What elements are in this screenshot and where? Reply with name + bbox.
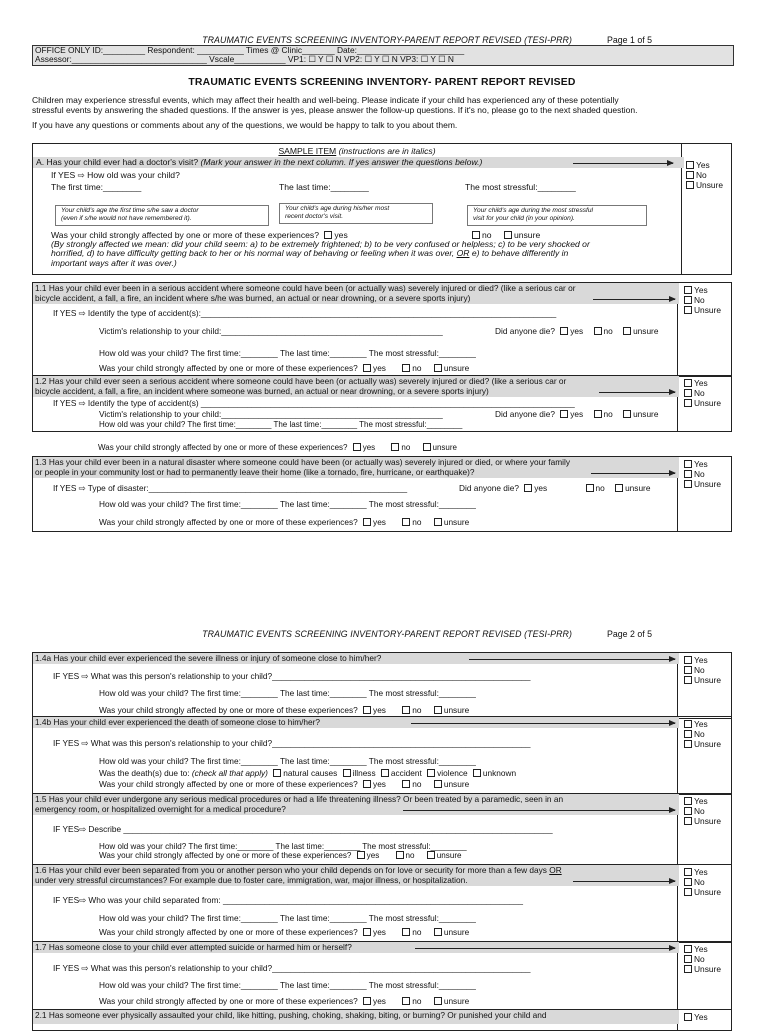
- checkbox[interactable]: [684, 470, 692, 478]
- checkbox[interactable]: [684, 286, 692, 294]
- question-1-7: [32, 941, 732, 1010]
- affected-line: Was your child strongly affected by one or more of these experiences? yes no unsure: [99, 927, 470, 937]
- age-box-most: Your child's age during the most stressful visit for your child (in your opinion).: [467, 205, 647, 226]
- arrow-icon: [591, 473, 675, 474]
- question-1-4a: [32, 652, 732, 719]
- checkbox[interactable]: [684, 306, 692, 314]
- answer-column: Yes No Unsure: [681, 719, 721, 749]
- sample-age-row: The first time:________ The last time:________ The most stressful:________: [51, 182, 576, 192]
- arrow-icon: [415, 948, 675, 949]
- checkbox[interactable]: [686, 171, 694, 179]
- question-1-2: [32, 375, 732, 432]
- question-text: bicycle accident, a fall, a fire, an incident where s/he was burned, an actual or near drowning, or a severe sports injury): [33, 293, 679, 304]
- checkbox[interactable]: [472, 231, 480, 239]
- checkbox[interactable]: [684, 480, 692, 488]
- affected-line: Was your child strongly affected by one or more of these experiences? yes no unsure: [99, 517, 470, 527]
- checkbox[interactable]: [684, 868, 692, 876]
- checkbox[interactable]: [381, 769, 389, 777]
- arrow-icon: [573, 163, 673, 164]
- checkbox[interactable]: [273, 769, 281, 777]
- checkbox[interactable]: [594, 410, 602, 418]
- age-box-first: Your child's age the first time s/he saw a doctor (even if s/he would not have remembered it).: [55, 205, 269, 226]
- checkbox[interactable]: [434, 780, 442, 788]
- checkbox[interactable]: [363, 997, 371, 1005]
- question-1-5: [32, 793, 732, 865]
- affected-line: Was your child strongly affected by one or more of these experiences? yes no unsure: [99, 779, 470, 789]
- checkbox[interactable]: [684, 797, 692, 805]
- checkbox[interactable]: [684, 878, 692, 886]
- answer-column: Yes No Unsure: [681, 459, 721, 489]
- checkbox[interactable]: [623, 410, 631, 418]
- checkbox[interactable]: [684, 730, 692, 738]
- checkbox[interactable]: [402, 780, 410, 788]
- death-cause-line: Was the death(s) due to: (check all that apply) natural causes illness accident violence unknown: [99, 768, 517, 778]
- page2-header: [32, 629, 732, 639]
- age-affected-lines: How old was your child? The first time:________ The last time:________ The most stressful:________ Was your child strongly affected by one or more of these experiences? yes no unsure: [99, 842, 467, 860]
- answer-column: Yes No Unsure: [681, 378, 721, 408]
- question-text: bicycle accident, a fall, a fire, an incident where someone was burned, an actual or near drowning, or a severe sports injury): [33, 386, 679, 397]
- page-number: Page 1 of 5: [607, 35, 652, 45]
- checkbox[interactable]: [423, 443, 431, 451]
- intro-line-3: If you have any questions or comments about any of the questions, we would be happy to talk to you about them.: [32, 119, 458, 130]
- arrow-icon: [593, 299, 675, 300]
- question-text: under very stressful circumstances? For example due to foster care, immigration, war, major illness, or hospitalization.: [33, 875, 679, 886]
- office-only-box: [32, 45, 734, 66]
- checkbox[interactable]: [686, 161, 694, 169]
- checkbox[interactable]: [363, 364, 371, 372]
- page-header-text: TRAUMATIC EVENTS SCREENING INVENTORY-PARENT REPORT REVISED (TESI-PRR): [202, 629, 572, 639]
- arrow-icon: [599, 392, 675, 393]
- question-text: 1.2 Has your child ever seen a serious accident where someone could have been (or actually was) severely injured or died? (like a serious car or: [33, 376, 679, 386]
- question-text: 1.4a Has your child ever experienced the severe illness or injury of someone close to him/her?: [33, 653, 679, 664]
- answer-column: Yes No Unsure: [681, 655, 721, 685]
- checkbox[interactable]: [684, 389, 692, 397]
- page-header-text: TRAUMATIC EVENTS SCREENING INVENTORY-PARENT REPORT REVISED (TESI-PRR): [202, 35, 572, 45]
- sample-item-box: [32, 143, 732, 275]
- checkbox[interactable]: [684, 1013, 692, 1021]
- checkbox[interactable]: [684, 740, 692, 748]
- age-affected-lines: How old was your child? The first time:________ The last time:________ The most stressful:________: [99, 420, 463, 429]
- ifyes-line: IF YES ⇨ What was this person's relationship to your child?________________________________________________________: [53, 963, 531, 973]
- sample-heading: SAMPLE ITEM (instructions are in italics): [278, 146, 436, 156]
- question-text: 1.1 Has your child ever been in a serious accident where someone could have been (or actually was) severely injured or died? (like a serious car or: [33, 283, 679, 293]
- checkbox[interactable]: [402, 997, 410, 1005]
- age-line: How old was your child? The first time:________ The last time:________ The most stressful:________: [99, 756, 476, 766]
- checkbox[interactable]: [684, 460, 692, 468]
- checkbox[interactable]: [684, 666, 692, 674]
- ifyes-line: IF YES ⇨ What was this person's relationship to your child?________________________________________________________: [53, 738, 531, 748]
- checkbox[interactable]: [684, 807, 692, 815]
- question-1-3: [32, 456, 732, 532]
- checkbox[interactable]: [524, 484, 532, 492]
- checkbox[interactable]: [684, 888, 692, 896]
- answer-column: Yes: [681, 1012, 708, 1022]
- checkbox[interactable]: [363, 706, 371, 714]
- affected-line: Was your child strongly affected by one or more of these experiences? yes no unsure: [99, 705, 470, 715]
- question-text: 2.1 Has someone ever physically assaulted your child, like hitting, pushing, choking, shaking, biting, or burning? Or punished your child and: [33, 1010, 679, 1024]
- checkbox[interactable]: [363, 518, 371, 526]
- checkbox[interactable]: [324, 231, 332, 239]
- sample-note: (By strongly affected we mean: did your child seem: a) to be extremely frightened; b) to be very confused or helpless; c) to be very shocked or horrified, d) to have difficulty getting back to her or his normal way of behaving or feeling when it was over, OR e) to behave differently in important ways after it was over.): [51, 239, 590, 268]
- checkbox[interactable]: [402, 706, 410, 714]
- question-text: 1.7 Has someone close to your child ever attempted suicide or harmed him or herself?: [33, 942, 679, 953]
- age-line: How old was your child? The first time:________ The last time:________ The most stressful:________: [99, 348, 476, 358]
- answer-column: Yes No Unsure: [681, 285, 721, 315]
- sample-ifyes: If YES ⇨ How old was your child?: [51, 170, 180, 180]
- intro-line-1: Children may experience stressful events, which may affect their health and well-being. Please indicate if your child has experienced any of these potentially: [32, 95, 619, 105]
- checkbox[interactable]: [427, 769, 435, 777]
- checkbox[interactable]: [396, 851, 404, 859]
- checkbox[interactable]: [434, 997, 442, 1005]
- ifyes-line: IF YES⇨ Describe _____________________________________________________________________________________________: [53, 824, 553, 834]
- checkbox[interactable]: [684, 379, 692, 387]
- checkbox[interactable]: [623, 327, 631, 335]
- sample-answer-column: Yes No Unsure: [683, 160, 723, 190]
- checkbox[interactable]: [686, 181, 694, 189]
- checkbox[interactable]: [684, 945, 692, 953]
- affected-line: Was your child strongly affected by one or more of these experiences? yes no unsure: [98, 443, 457, 452]
- question-1-1: [32, 282, 732, 377]
- checkbox[interactable]: [684, 656, 692, 664]
- intro-text: [32, 95, 732, 130]
- ifyes-line: IF YES ⇨ What was this person's relationship to your child?________________________________________________________: [53, 671, 531, 681]
- age-line: How old was your child? The first time:________ The last time:________ The most stressful:________: [99, 980, 476, 990]
- checkbox[interactable]: [434, 364, 442, 372]
- checkbox[interactable]: [363, 780, 371, 788]
- page-number: Page 2 of 5: [607, 629, 652, 639]
- checkbox[interactable]: [684, 817, 692, 825]
- question-1-6: [32, 864, 732, 943]
- checkbox[interactable]: [357, 851, 365, 859]
- age-line: How old was your child? The first time:________ The last time:________ The most stressful:________: [99, 913, 476, 923]
- affected-line: Was your child strongly affected by one or more of these experiences? yes no unsure: [99, 996, 470, 1006]
- checkbox[interactable]: [427, 851, 435, 859]
- ifyes-line: If YES ⇨ Type of disaster:________________________________________________________ Did anyone die? yes no unsure: [53, 483, 651, 493]
- checkbox[interactable]: [402, 364, 410, 372]
- question-text: 1.4b Has your child ever experienced the death of someone close to him/her?: [33, 717, 679, 728]
- checkbox[interactable]: [434, 706, 442, 714]
- checkbox[interactable]: [684, 296, 692, 304]
- office-line-1: OFFICE ONLY ID:_________ Respondent: __________ Times @ Clinic_______ Date:_______________________: [35, 45, 465, 55]
- arrow-icon: [469, 659, 675, 660]
- answer-column: Yes No Unsure: [681, 944, 721, 974]
- intro-line-2: stressful events by answering the shaded questions. If the answer is yes, please answer the follow-up questions. If it's no, please go to the next shaded question.: [32, 105, 638, 116]
- question-text: 1.6 Has your child ever been separated from you or another person who your child depends on for love or security for more than a few days OR: [33, 865, 679, 875]
- checkbox[interactable]: [434, 518, 442, 526]
- ifyes-line: If YES ⇨ Identify the type of accident(s):_____________________________________________________________________________: [53, 308, 557, 318]
- sample-item-content: [33, 144, 682, 274]
- page1-header: [32, 35, 732, 45]
- checkbox[interactable]: [353, 443, 361, 451]
- checkbox[interactable]: [363, 928, 371, 936]
- sample-affected: Was your child strongly affected by one or more of these experiences? yes no unsure: [51, 230, 541, 240]
- checkbox[interactable]: [434, 928, 442, 936]
- page-title: TRAUMATIC EVENTS SCREENING INVENTORY- PARENT REPORT REVISED: [188, 77, 576, 88]
- checkbox[interactable]: [615, 484, 623, 492]
- checkbox[interactable]: [684, 965, 692, 973]
- arrow-icon: [403, 810, 675, 811]
- question-text: 1.5 Has your child ever undergone any serious medical procedures or had a life threatening illness? Or been treated by a paramedic, seen in an: [33, 794, 679, 804]
- checkbox[interactable]: [473, 769, 481, 777]
- checkbox[interactable]: [684, 720, 692, 728]
- question-text: emergency room, or hospitalized overnight for a medical procedure?: [33, 804, 679, 815]
- question-1-4b: [32, 716, 732, 795]
- question-2-1: [32, 1009, 732, 1031]
- victim-line: Victim's relationship to your child:________________________________________________ Did anyone die? yes no unsure: [99, 326, 659, 336]
- checkbox[interactable]: [402, 518, 410, 526]
- checkbox[interactable]: [402, 928, 410, 936]
- checkbox[interactable]: [586, 484, 594, 492]
- answer-column: Yes No Unsure: [681, 796, 721, 826]
- checkbox[interactable]: [343, 769, 351, 777]
- checkbox[interactable]: [391, 443, 399, 451]
- arrow-icon: [573, 881, 675, 882]
- answer-column: Yes No Unsure: [681, 867, 721, 897]
- checkbox[interactable]: [684, 676, 692, 684]
- age-line: How old was your child? The first time:________ The last time:________ The most stressful:________: [99, 499, 476, 509]
- affected-line: Was your child strongly affected by one or more of these experiences? yes no unsure: [99, 363, 470, 373]
- ifyes-line: IF YES⇨ Who was your child separated from: _________________________________________________________________: [53, 895, 523, 905]
- age-line: How old was your child? The first time:________ The last time:________ The most stressful:________: [99, 688, 476, 698]
- age-box-last: Your child's age during his/her most recent doctor's visit.: [279, 203, 433, 224]
- ifyes-line: If YES ⇨ Identify the type of accident(s) _________________________________________________________________________________: [53, 398, 575, 408]
- checkbox[interactable]: [560, 327, 568, 335]
- checkbox[interactable]: [594, 327, 602, 335]
- sample-question: A. Has your child ever had a doctor's visit? (Mark your answer in the next column. If yes answer the questions below.): [33, 157, 684, 168]
- checkbox[interactable]: [504, 231, 512, 239]
- question-text: or people in your community lost or had to permanently leave their home (like a tornado, fire, hurricane, or earthquake)?: [33, 467, 679, 478]
- checkbox[interactable]: [684, 399, 692, 407]
- arrow-icon: [411, 723, 675, 724]
- checkbox[interactable]: [684, 955, 692, 963]
- question-text: 1.3 Has your child ever been in a natural disaster where someone could have been (or actually was) severely injured or died, or where your family: [33, 457, 679, 467]
- office-line-2: Assessor:_____________________________ Vscale___________ VP1: ☐ Y ☐ N VP2: ☐ Y ☐ N VP3: ☐ Y ☐ N: [35, 54, 454, 64]
- checkbox[interactable]: [560, 410, 568, 418]
- victim-line: Victim's relationship to your child:________________________________________________ Did anyone die? yes no unsure: [99, 409, 659, 419]
